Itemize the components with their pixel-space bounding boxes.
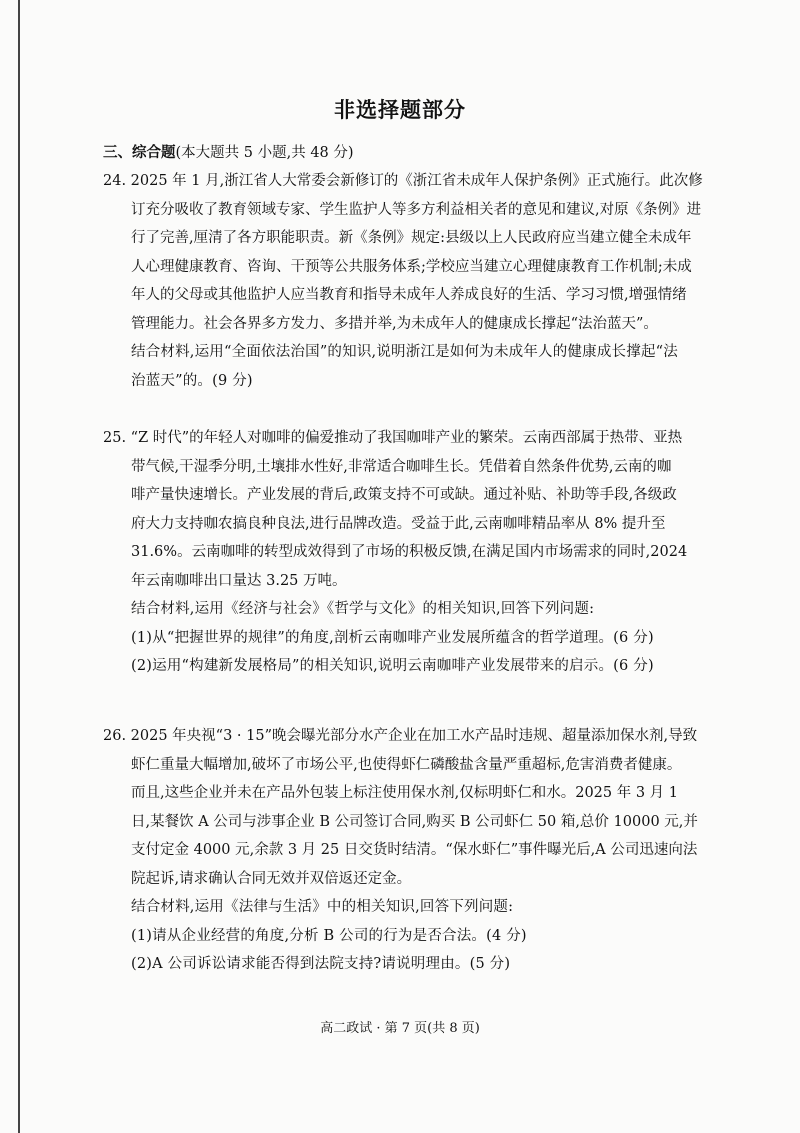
question-26-line: 院起诉,请求确认合同无效并双倍返还定金。 xyxy=(131,870,412,887)
question-26 xyxy=(103,722,713,979)
section-note: (本大题共 5 小题,共 48 分) xyxy=(175,145,354,161)
question-26-subquestion-2: (2)A 公司诉讼请求能否得到法院支持?请说明理由。(5 分) xyxy=(131,956,511,972)
page-footer: 高二政试 · 第 7 页(共 8 页) xyxy=(320,1021,480,1036)
question-26-line: 日,某餐饮 A 公司与涉事企业 B 公司签订合同,购买 B 公司虾仁 50 箱,总价 10000 元,并 xyxy=(131,813,698,830)
section-label: 三、综合题 xyxy=(103,145,176,161)
question-25-prompt: 结合材料,运用《经济与社会》《哲学与文化》的相关知识,回答下列问题: xyxy=(131,601,595,617)
question-24-line: 人心理健康教育、咨询、干预等公共服务体系;学校应当建立心理健康教育工作机制;未成 xyxy=(131,258,692,275)
question-25-line: 府大力支持咖农搞良种良法,进行品牌改造。受益于此,云南咖啡精品率从 8% 提升至 xyxy=(131,515,666,532)
question-26-subquestion-1: (1)请从企业经营的角度,分析 B 公司的行为是否合法。(4 分) xyxy=(131,927,527,944)
question-25-line: 31.6%。云南咖啡的转型成效得到了市场的积极反馈,在满足国内市场需求的同时,2024 xyxy=(131,544,688,560)
question-26-line: 支付定金 4000 元,余款 3 月 25 日交货时结清。“保水虾仁”事件曝光后,A 公司迅速向法 xyxy=(131,842,698,858)
question-24-line: 行了完善,厘清了各方职能职责。新《条例》规定:县级以上人民政府应当建立健全未成年 xyxy=(131,230,692,246)
question-24-line: 管理能力。社会各界多方发力、多措并举,为未成年人的健康成长撑起“法治蓝天”。 xyxy=(131,315,658,332)
question-25-line: 带气候,干湿季分明,土壤排水性好,非常适合咖啡生长。凭借着自然条件优势,云南的咖 xyxy=(131,458,672,475)
section-heading xyxy=(103,141,354,162)
question-26-line: 26. 2025 年央视“3 · 15”晚会曝光部分水产企业在加工水产品时违规、超量添加保水剂,导致 xyxy=(103,728,698,744)
question-25-subquestion-1: (1)从“把握世界的规律”的角度,剖析云南咖啡产业发展所蕴含的哲学道理。(6 分) xyxy=(131,629,654,646)
question-25-line: 年云南咖啡出口量达 3.25 万吨。 xyxy=(131,572,347,589)
question-24-line: 订充分吸收了教育领域专家、学生监护人等多方利益相关者的意见和建议,对原《条例》进 xyxy=(131,201,702,218)
question-26-prompt: 结合材料,运用《法律与生活》中的相关知识,回答下列问题: xyxy=(131,899,514,915)
question-24-prompt: 结合材料,运用“全面依法治国”的知识,说明浙江是如何为未成年人的健康成长撑起“法 xyxy=(131,344,678,360)
page-title: 非选择题部分 xyxy=(334,98,466,122)
question-26-line: 而且,这些企业并未在产品外包装上标注使用保水剂,仅标明虾仁和水。2025 年 3 月 1 xyxy=(131,785,679,801)
question-24 xyxy=(103,167,713,395)
question-25-line: 啡产量快速增长。产业发展的背后,政策支持不可或缺。通过补贴、补助等手段,各级政 xyxy=(131,487,677,503)
scan-edge xyxy=(18,0,20,1133)
question-25 xyxy=(103,424,713,681)
question-24-prompt: 治蓝天”的。(9 分) xyxy=(131,372,253,389)
question-26-line: 虾仁重量大幅增加,破坏了市场公平,也使得虾仁磷酸盐含量严重超标,危害消费者健康。 xyxy=(131,756,682,773)
question-25-line: 25. “Z 时代”的年轻人对咖啡的偏爱推动了我国咖啡产业的繁荣。云南西部属于热带、亚热 xyxy=(103,430,683,446)
question-24-line: 24. 2025 年 1 月,浙江省人大常委会新修订的《浙江省未成年人保护条例》正式施行。此次修 xyxy=(103,173,703,189)
question-24-line: 年人的父母或其他监护人应当教育和指导未成年人养成良好的生活、学习习惯,增强情绪 xyxy=(131,287,687,303)
question-25-subquestion-2: (2)运用“构建新发展格局”的相关知识,说明云南咖啡产业发展带来的启示。(6 分) xyxy=(131,658,654,674)
